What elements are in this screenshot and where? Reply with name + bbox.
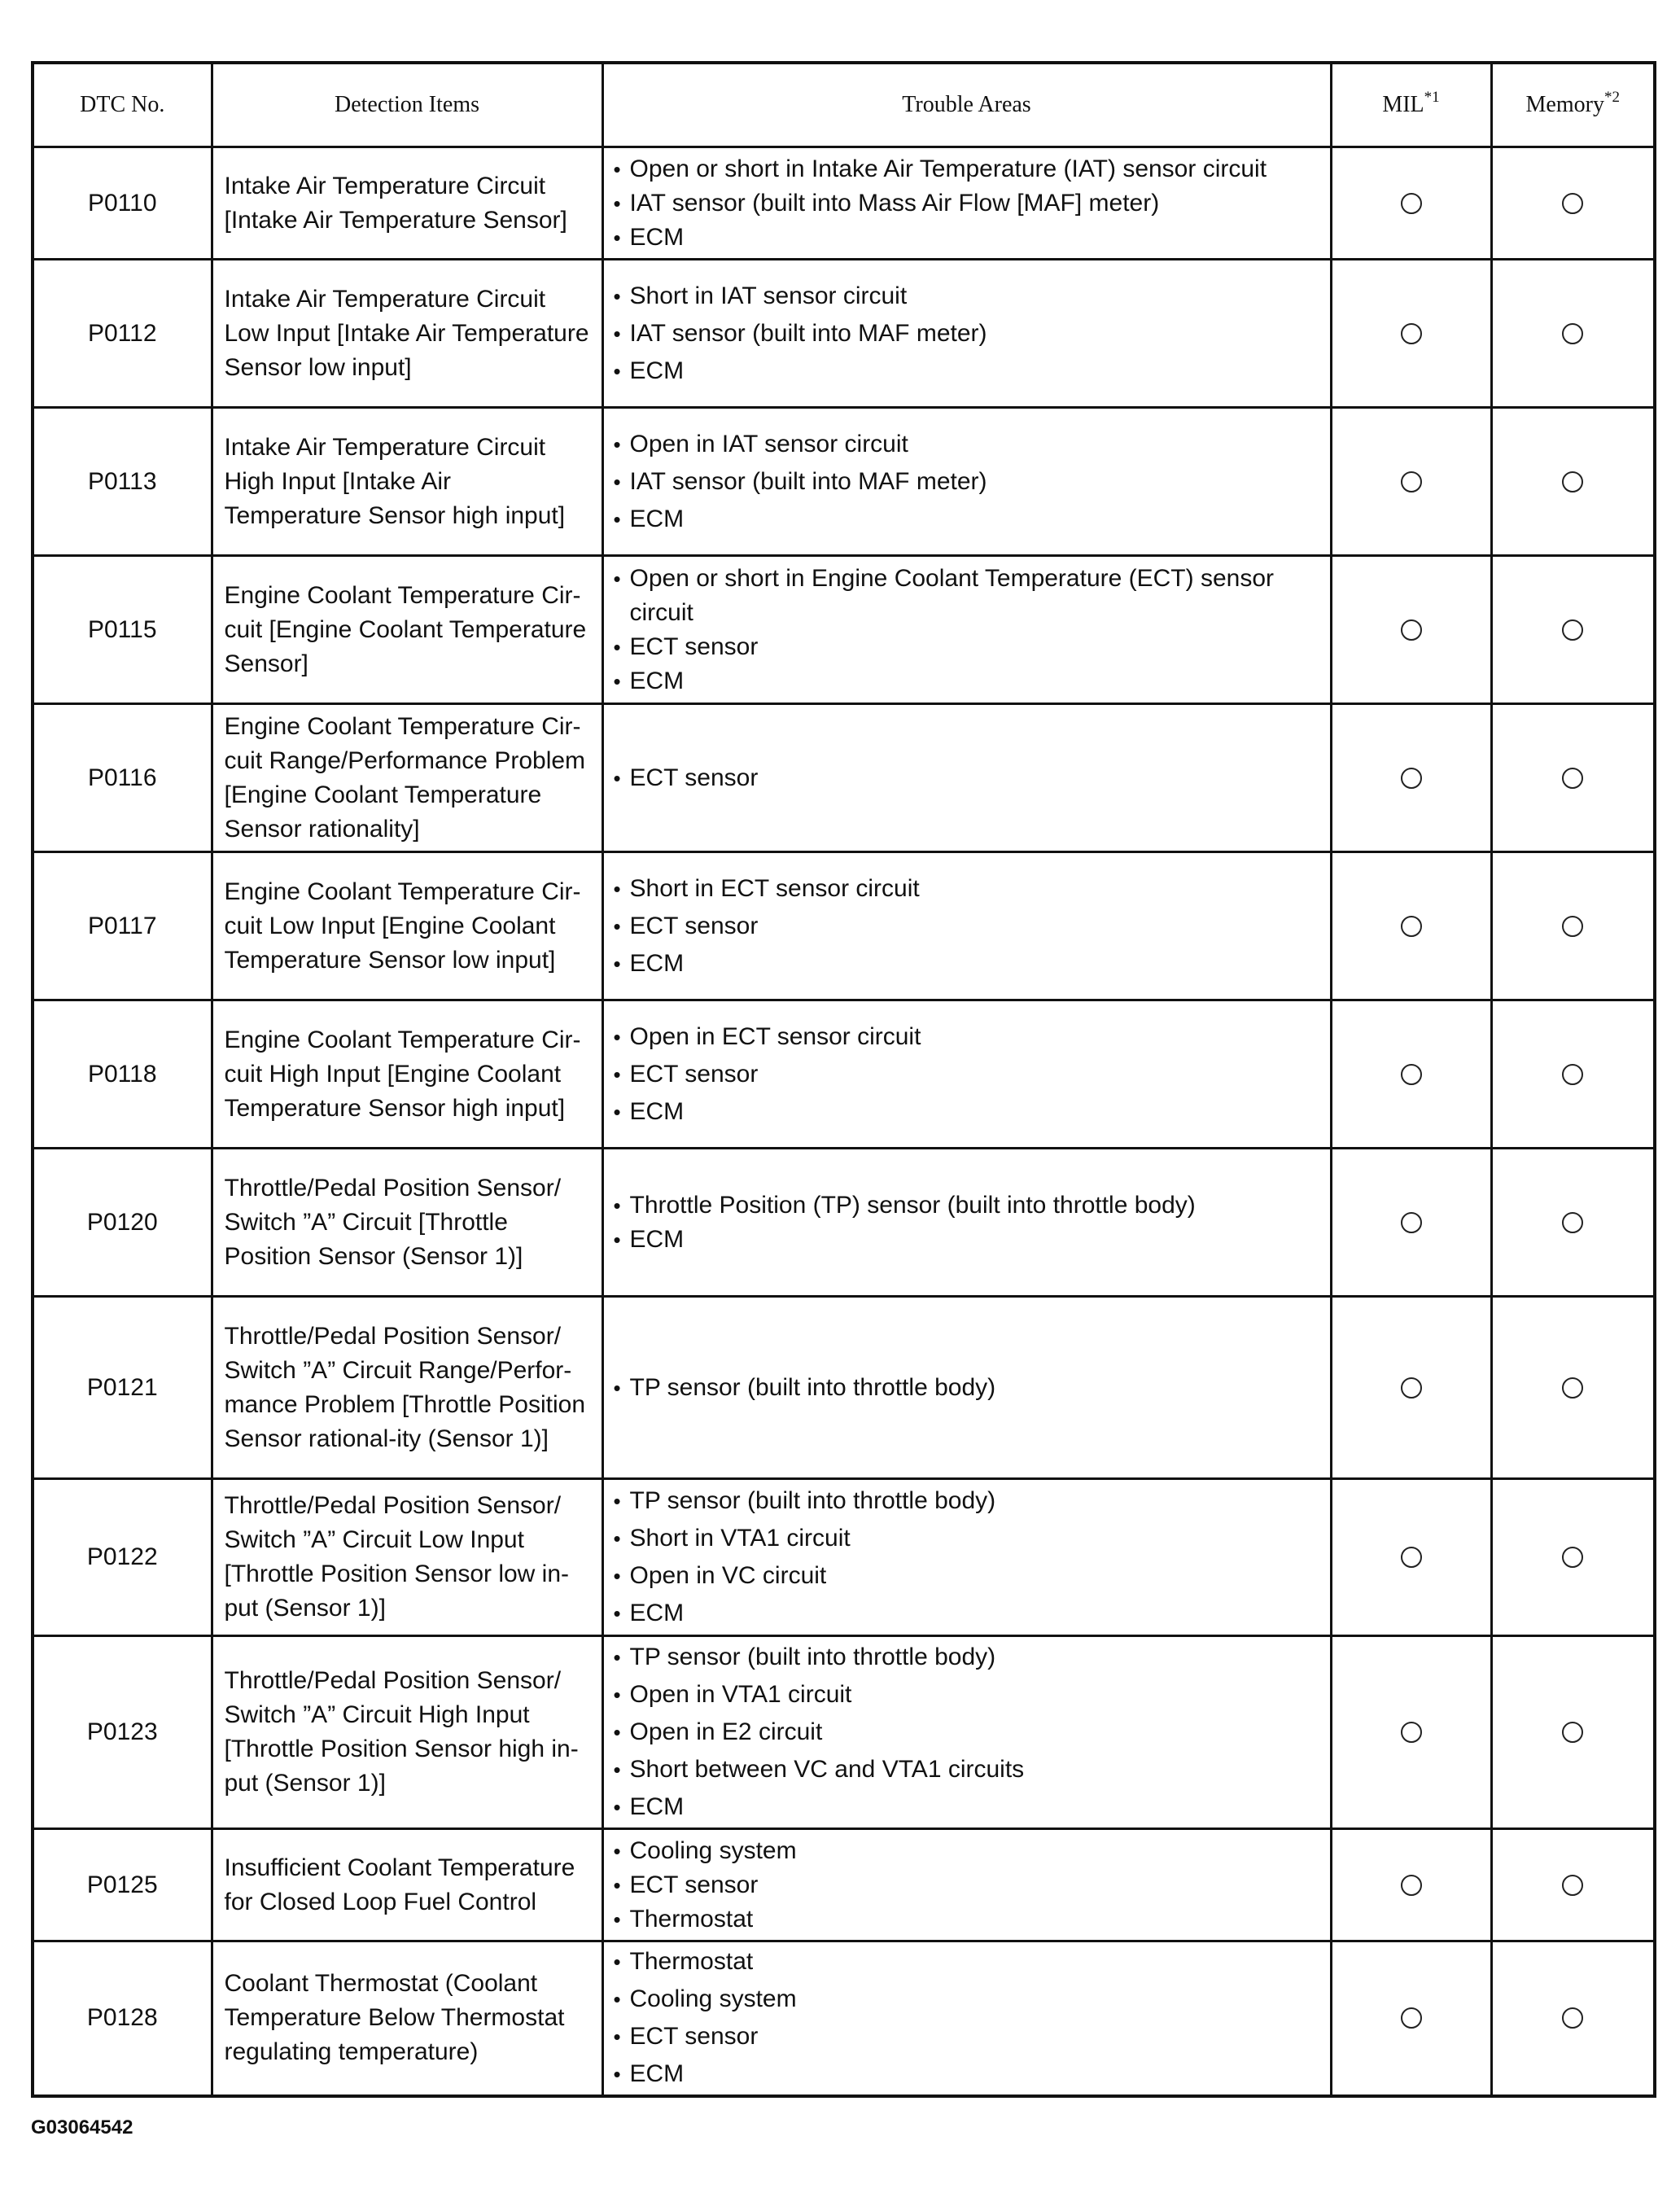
memory-circle-icon	[1562, 1212, 1583, 1233]
mil-cell	[1331, 147, 1491, 260]
header-memory-footnote: *2	[1603, 88, 1620, 106]
memory-circle-icon	[1562, 1547, 1583, 1568]
memory-circle-icon	[1562, 768, 1583, 789]
trouble-area-list	[614, 562, 1322, 698]
bullet-icon: •	[613, 1906, 621, 1932]
bullet-icon: •	[613, 1227, 621, 1252]
mil-circle-icon	[1401, 1377, 1422, 1399]
trouble-area-item	[614, 1188, 1322, 1223]
trouble-areas	[602, 1941, 1331, 2096]
detection-item: Throttle/Pedal Position Sensor/ Switch ”A” Circuit High Input [Throttle Position Sensor high in-put (Sensor 1)]	[212, 1636, 602, 1829]
memory-cell	[1491, 556, 1655, 704]
table-row	[33, 1149, 1655, 1297]
mil-circle-icon	[1401, 2007, 1422, 2029]
bullet-icon: •	[613, 1601, 621, 1626]
mil-cell	[1331, 556, 1491, 704]
bullet-icon: •	[613, 566, 621, 591]
bullet-icon: •	[613, 1950, 621, 1975]
mil-circle-icon	[1401, 916, 1422, 937]
memory-cell	[1491, 1297, 1655, 1479]
table-row	[33, 1829, 1655, 1941]
trouble-area-text: ECM	[629, 667, 685, 694]
memory-cell	[1491, 408, 1655, 556]
trouble-area-item	[614, 152, 1322, 186]
memory-cell	[1491, 1149, 1655, 1297]
bullet-icon: •	[613, 321, 621, 346]
trouble-area-text: TP sensor (built into throttle body)	[629, 1373, 996, 1401]
memory-circle-icon	[1562, 1875, 1583, 1896]
bullet-icon: •	[613, 913, 621, 939]
trouble-area-text: Open in E2 circuit	[629, 1718, 823, 1745]
trouble-area-item	[614, 315, 1322, 352]
detection-item: Engine Coolant Temperature Cir-cuit [Engine Coolant Temperature Sensor]	[212, 556, 602, 704]
mil-cell	[1331, 408, 1491, 556]
detection-item: Engine Coolant Temperature Cir-cuit Range/Performance Problem [Engine Coolant Temperature Sensor rationality]	[212, 704, 602, 852]
trouble-area-item	[614, 1018, 1322, 1056]
mil-circle-icon	[1401, 1547, 1422, 1568]
bullet-icon: •	[613, 1193, 621, 1218]
trouble-areas	[602, 147, 1331, 260]
trouble-area-text: ECM	[629, 1600, 685, 1626]
memory-circle-icon	[1562, 916, 1583, 937]
bullet-icon: •	[613, 1489, 621, 1513]
bullet-icon: •	[613, 1872, 621, 1898]
memory-cell	[1491, 260, 1655, 408]
mil-circle-icon	[1401, 1064, 1422, 1085]
trouble-areas	[602, 1149, 1331, 1297]
mil-circle-icon	[1401, 323, 1422, 344]
table-body	[33, 147, 1655, 2096]
trouble-area-text: IAT sensor (built into Mass Air Flow [MAF] meter)	[629, 189, 1160, 217]
mil-circle-icon	[1401, 471, 1422, 492]
bullet-icon: •	[613, 634, 621, 659]
memory-cell	[1491, 1829, 1655, 1941]
bullet-icon: •	[613, 225, 621, 250]
trouble-area-text: Short between VC and VTA1 circuits	[629, 1756, 1025, 1783]
trouble-area-text: Open in VTA1 circuit	[629, 1681, 852, 1708]
table-row	[33, 1636, 1655, 1829]
mil-cell	[1331, 852, 1491, 1000]
mil-cell	[1331, 1829, 1491, 1941]
bullet-icon: •	[613, 1683, 621, 1707]
mil-circle-icon	[1401, 1722, 1422, 1743]
bullet-icon: •	[613, 1024, 621, 1049]
trouble-area-item	[614, 945, 1322, 983]
trouble-area-item	[614, 352, 1322, 390]
bullet-icon: •	[613, 1795, 621, 1819]
trouble-area-item	[614, 908, 1322, 945]
trouble-area-text: IAT sensor (built into MAF meter)	[629, 467, 987, 495]
bullet-icon: •	[613, 1526, 621, 1551]
mil-cell	[1331, 1149, 1491, 1297]
bullet-icon: •	[613, 358, 621, 383]
table-row	[33, 1297, 1655, 1479]
detection-item: Engine Coolant Temperature Cir-cuit High Input [Engine Coolant Temperature Sensor high input]	[212, 1000, 602, 1149]
trouble-area-list	[614, 1018, 1322, 1131]
trouble-area-list	[614, 152, 1322, 255]
trouble-area-item	[614, 1943, 1322, 1981]
trouble-area-list	[614, 426, 1322, 538]
trouble-area-text: ECM	[629, 223, 685, 251]
mil-circle-icon	[1401, 768, 1422, 789]
dtc-code: P0117	[33, 852, 212, 1000]
trouble-area-text: ECM	[629, 949, 685, 977]
mil-cell	[1331, 1941, 1491, 2096]
trouble-area-text: Throttle Position (TP) sensor (built into throttle body)	[629, 1191, 1196, 1219]
bullet-icon: •	[613, 765, 621, 790]
trouble-area-text: ECM	[629, 505, 685, 532]
trouble-area-list	[614, 278, 1322, 390]
trouble-area-text: Open or short in Intake Air Temperature (IAT) sensor circuit	[629, 155, 1267, 182]
dtc-code: P0115	[33, 556, 212, 704]
memory-circle-icon	[1562, 619, 1583, 641]
trouble-area-text: Open in VC circuit	[629, 1562, 827, 1589]
dtc-code: P0113	[33, 408, 212, 556]
table-row	[33, 704, 1655, 852]
memory-circle-icon	[1562, 1722, 1583, 1743]
bullet-icon: •	[613, 1564, 621, 1588]
header-detection-items: Detection Items	[212, 63, 602, 147]
header-mil-label: MIL	[1382, 92, 1424, 117]
memory-circle-icon	[1562, 1064, 1583, 1085]
memory-circle-icon	[1562, 323, 1583, 344]
trouble-area-text: IAT sensor (built into MAF meter)	[629, 319, 987, 347]
trouble-area-item	[614, 1981, 1322, 2018]
trouble-area-item	[614, 1557, 1322, 1595]
dtc-code: P0123	[33, 1636, 212, 1829]
trouble-area-text: ECT sensor	[629, 1060, 759, 1088]
mil-cell	[1331, 704, 1491, 852]
trouble-area-text: TP sensor (built into throttle body)	[629, 1644, 996, 1670]
trouble-area-text: Thermostat	[629, 1905, 754, 1933]
dtc-code: P0120	[33, 1149, 212, 1297]
trouble-area-text: ECM	[629, 1225, 685, 1253]
trouble-area-item	[614, 870, 1322, 908]
detection-item: Coolant Thermostat (Coolant Temperature Below Thermostat regulating temperature)	[212, 1941, 602, 2096]
dtc-code: P0110	[33, 147, 212, 260]
trouble-areas	[602, 852, 1331, 1000]
trouble-area-text: Short in VTA1 circuit	[629, 1525, 851, 1552]
trouble-area-text: ECT sensor	[629, 764, 759, 791]
memory-cell	[1491, 852, 1655, 1000]
header-mil-footnote: *1	[1424, 88, 1440, 106]
table-row	[33, 1941, 1655, 2096]
dtc-code: P0118	[33, 1000, 212, 1149]
trouble-area-text: Open in IAT sensor circuit	[629, 430, 908, 457]
trouble-area-item	[614, 1676, 1322, 1714]
memory-cell	[1491, 1000, 1655, 1149]
trouble-area-item	[614, 278, 1322, 315]
trouble-area-item	[614, 1834, 1322, 1868]
detection-item: Insufficient Coolant Temperature for Closed Loop Fuel Control	[212, 1829, 602, 1941]
mil-circle-icon	[1401, 1212, 1422, 1233]
trouble-area-item	[614, 761, 1322, 795]
trouble-area-text: ECT sensor	[629, 1871, 759, 1898]
trouble-area-text: Thermostat	[629, 1948, 754, 1976]
trouble-areas	[602, 1829, 1331, 1941]
trouble-area-list	[614, 1943, 1322, 2093]
bullet-icon: •	[613, 156, 621, 182]
trouble-area-item	[614, 463, 1322, 501]
trouble-area-item	[614, 1714, 1322, 1751]
trouble-area-text: ECT sensor	[629, 912, 759, 939]
trouble-area-item	[614, 2018, 1322, 2055]
header-memory	[1491, 63, 1655, 147]
bullet-icon: •	[613, 1099, 621, 1124]
trouble-area-item	[614, 221, 1322, 255]
trouble-areas	[602, 1297, 1331, 1479]
bullet-icon: •	[613, 1720, 621, 1744]
mil-cell	[1331, 1000, 1491, 1149]
trouble-area-text: ECM	[629, 357, 685, 384]
trouble-area-list	[614, 1482, 1322, 1632]
trouble-area-item	[614, 1868, 1322, 1902]
trouble-area-item	[614, 1223, 1322, 1257]
bullet-icon: •	[613, 1757, 621, 1782]
trouble-area-list	[614, 1188, 1322, 1257]
trouble-area-item	[614, 1751, 1322, 1788]
dtc-code: P0112	[33, 260, 212, 408]
trouble-area-list	[614, 1639, 1322, 1826]
dtc-table	[31, 61, 1656, 2098]
bullet-icon: •	[613, 469, 621, 494]
trouble-areas	[602, 704, 1331, 852]
memory-circle-icon	[1562, 471, 1583, 492]
mil-circle-icon	[1401, 1875, 1422, 1896]
memory-circle-icon	[1562, 1377, 1583, 1399]
dtc-code: P0116	[33, 704, 212, 852]
trouble-area-list	[614, 1834, 1322, 1937]
bullet-icon: •	[613, 1987, 621, 2012]
bullet-icon: •	[613, 1838, 621, 1863]
detection-item: Intake Air Temperature Circuit [Intake Air Temperature Sensor]	[212, 147, 602, 260]
trouble-areas	[602, 260, 1331, 408]
bullet-icon: •	[613, 506, 621, 532]
dtc-code: P0128	[33, 1941, 212, 2096]
memory-circle-icon	[1562, 193, 1583, 214]
trouble-areas	[602, 1636, 1331, 1829]
mil-circle-icon	[1401, 193, 1422, 214]
table-row	[33, 1479, 1655, 1636]
memory-cell	[1491, 1636, 1655, 1829]
trouble-area-text: ECT sensor	[629, 2023, 759, 2051]
table-row	[33, 147, 1655, 260]
trouble-area-text: Short in IAT sensor circuit	[629, 282, 908, 309]
detection-item: Throttle/Pedal Position Sensor/ Switch ”A” Circuit Range/Perfor-mance Problem [Throttle Position Sensor rational-ity (Sensor 1)]	[212, 1297, 602, 1479]
trouble-area-item	[614, 630, 1322, 664]
trouble-area-item	[614, 1520, 1322, 1557]
trouble-area-text: ECM	[629, 2060, 685, 2088]
trouble-area-item	[614, 186, 1322, 221]
table-row	[33, 852, 1655, 1000]
memory-cell	[1491, 1941, 1655, 2096]
table-row	[33, 556, 1655, 704]
trouble-area-item	[614, 1093, 1322, 1131]
trouble-area-text: Open in ECT sensor circuit	[629, 1022, 921, 1050]
dtc-code: P0122	[33, 1479, 212, 1636]
trouble-area-text: ECT sensor	[629, 633, 759, 660]
table-row	[33, 408, 1655, 556]
table-row	[33, 260, 1655, 408]
dtc-code: P0121	[33, 1297, 212, 1479]
header-trouble-areas: Trouble Areas	[602, 63, 1331, 147]
memory-cell	[1491, 704, 1655, 852]
trouble-area-item	[614, 562, 1322, 630]
table-row	[33, 1000, 1655, 1149]
mil-cell	[1331, 1297, 1491, 1479]
trouble-area-item	[614, 1788, 1322, 1826]
trouble-area-item	[614, 501, 1322, 538]
trouble-area-item	[614, 1056, 1322, 1093]
detection-item: Throttle/Pedal Position Sensor/ Switch ”A” Circuit [Throttle Position Sensor (Sensor 1)]	[212, 1149, 602, 1297]
trouble-area-text: ECM	[629, 1793, 685, 1820]
trouble-areas	[602, 1479, 1331, 1636]
mil-cell	[1331, 260, 1491, 408]
trouble-area-item	[614, 1639, 1322, 1676]
trouble-area-text: Short in ECT sensor circuit	[629, 874, 920, 902]
header-memory-label: Memory	[1525, 92, 1604, 117]
dtc-code: P0125	[33, 1829, 212, 1941]
bullet-icon: •	[613, 190, 621, 216]
trouble-area-list	[614, 761, 1322, 795]
trouble-area-item	[614, 1595, 1322, 1632]
bullet-icon: •	[613, 431, 621, 457]
trouble-area-item	[614, 426, 1322, 463]
bullet-icon: •	[613, 951, 621, 976]
mil-cell	[1331, 1636, 1491, 1829]
trouble-area-text: Open or short in Engine Coolant Temperature (ECT) sensor circuit	[629, 564, 1274, 626]
bullet-icon: •	[613, 876, 621, 901]
trouble-areas	[602, 556, 1331, 704]
figure-id: G03064542	[31, 2116, 133, 2138]
trouble-area-item	[614, 1902, 1322, 1937]
detection-item: Engine Coolant Temperature Cir-cuit Low Input [Engine Coolant Temperature Sensor low input]	[212, 852, 602, 1000]
mil-circle-icon	[1401, 619, 1422, 641]
trouble-areas	[602, 1000, 1331, 1149]
memory-cell	[1491, 1479, 1655, 1636]
bullet-icon: •	[613, 1061, 621, 1087]
header-mil	[1331, 63, 1491, 147]
bullet-icon: •	[613, 2062, 621, 2087]
trouble-area-text: TP sensor (built into throttle body)	[629, 1487, 996, 1514]
trouble-area-item	[614, 664, 1322, 698]
trouble-area-item	[614, 1482, 1322, 1520]
header-dtc-no: DTC No.	[33, 63, 212, 147]
trouble-area-item	[614, 2055, 1322, 2093]
bullet-icon: •	[613, 2024, 621, 2050]
trouble-area-item	[614, 1371, 1322, 1405]
bullet-icon: •	[613, 283, 621, 309]
bullet-icon: •	[613, 668, 621, 694]
trouble-area-list	[614, 1371, 1322, 1405]
trouble-area-text: ECM	[629, 1097, 685, 1125]
table-header-row	[33, 63, 1655, 147]
bullet-icon: •	[613, 1375, 621, 1400]
trouble-area-list	[614, 870, 1322, 983]
mil-cell	[1331, 1479, 1491, 1636]
memory-cell	[1491, 147, 1655, 260]
detection-item: Intake Air Temperature Circuit High Input [Intake Air Temperature Sensor high input]	[212, 408, 602, 556]
memory-circle-icon	[1562, 2007, 1583, 2029]
bullet-icon: •	[613, 1645, 621, 1670]
detection-item: Throttle/Pedal Position Sensor/ Switch ”A” Circuit Low Input [Throttle Position Sensor low in-put (Sensor 1)]	[212, 1479, 602, 1636]
detection-item: Intake Air Temperature Circuit Low Input [Intake Air Temperature Sensor low input]	[212, 260, 602, 408]
trouble-area-text: Cooling system	[629, 1985, 797, 2013]
trouble-area-text: Cooling system	[629, 1836, 797, 1864]
trouble-areas	[602, 408, 1331, 556]
